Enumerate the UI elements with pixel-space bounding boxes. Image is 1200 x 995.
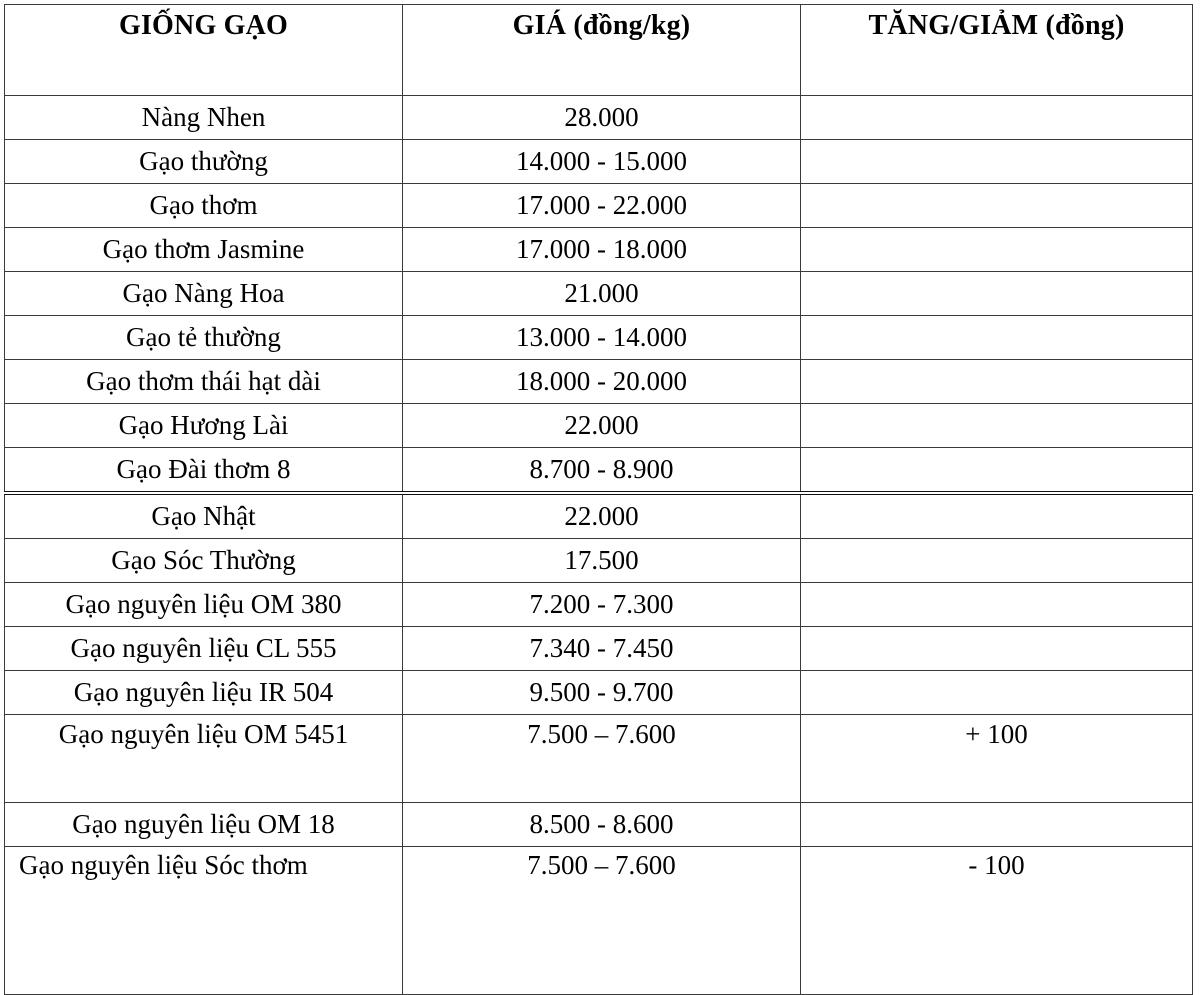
- variety-text: Gạo nguyên liệu Sóc thơm: [19, 850, 308, 880]
- table-row: [5, 715, 1193, 803]
- cell-price: [403, 627, 801, 671]
- variety-text: Gạo thơm Jasmine: [102, 234, 305, 265]
- table-row: [5, 316, 1193, 360]
- cell-change: [801, 627, 1193, 671]
- table-row: [5, 847, 1193, 995]
- table-row: [5, 96, 1193, 140]
- cell-price: [403, 96, 801, 140]
- table-row: [5, 671, 1193, 715]
- table-row: [5, 493, 1193, 539]
- cell-price: [403, 583, 801, 627]
- cell-change: [801, 316, 1193, 360]
- cell-variety: [5, 228, 403, 272]
- change-text: - 100: [968, 850, 1025, 880]
- table-row: [5, 404, 1193, 448]
- cell-variety: [5, 803, 403, 847]
- price-text: 18.000 - 20.000: [516, 366, 687, 397]
- column-header-change-label: TĂNG/GIẢM (đồng): [868, 10, 1125, 41]
- cell-price: [403, 847, 801, 995]
- variety-text: Gạo nguyên liệu IR 504: [73, 677, 334, 708]
- cell-change: [801, 847, 1193, 995]
- variety-text: Gạo thơm: [149, 190, 258, 221]
- variety-text: Gạo Nhật: [151, 501, 256, 532]
- price-text: 17.000 - 22.000: [516, 190, 687, 221]
- table-row: [5, 803, 1193, 847]
- price-text: 17.000 - 18.000: [516, 234, 687, 265]
- table-row: [5, 272, 1193, 316]
- table-row: [5, 140, 1193, 184]
- cell-price: [403, 228, 801, 272]
- variety-text: Gạo tẻ thường: [126, 322, 281, 353]
- table-row: [5, 360, 1193, 404]
- cell-price: [403, 493, 801, 539]
- cell-variety: [5, 184, 403, 228]
- price-text: 22.000: [564, 501, 639, 532]
- cell-variety: [5, 360, 403, 404]
- column-header-variety-label: GIỐNG GẠO: [118, 10, 289, 41]
- column-header-price: [403, 5, 801, 96]
- price-text: 13.000 - 14.000: [516, 322, 687, 353]
- table-row: [5, 583, 1193, 627]
- cell-variety: [5, 493, 403, 539]
- cell-variety: [5, 316, 403, 360]
- variety-text: Gạo Sóc Thường: [111, 545, 296, 576]
- header-row: [5, 5, 1193, 96]
- table-row: [5, 448, 1193, 494]
- variety-text: Gạo nguyên liệu OM 18: [72, 809, 335, 840]
- cell-change: [801, 184, 1193, 228]
- price-text: 14.000 - 15.000: [516, 146, 687, 177]
- cell-variety: [5, 539, 403, 583]
- table-row: [5, 184, 1193, 228]
- cell-variety: [5, 140, 403, 184]
- cell-price: [403, 184, 801, 228]
- cell-price: [403, 272, 801, 316]
- cell-change: [801, 493, 1193, 539]
- cell-price: [403, 671, 801, 715]
- table-header: [5, 5, 1193, 96]
- price-text: 22.000: [564, 410, 639, 441]
- cell-change: [801, 671, 1193, 715]
- variety-text: Gạo Nàng Hoa: [122, 278, 285, 309]
- cell-change: [801, 715, 1193, 803]
- price-text: 28.000: [564, 102, 639, 133]
- cell-change: [801, 803, 1193, 847]
- variety-text: Gạo nguyên liệu CL 555: [70, 633, 337, 664]
- cell-variety: [5, 404, 403, 448]
- column-header-variety: [5, 5, 403, 96]
- column-header-price-label: GIÁ (đồng/kg): [512, 10, 691, 41]
- cell-variety: [5, 96, 403, 140]
- cell-price: [403, 316, 801, 360]
- price-text: 9.500 - 9.700: [529, 677, 674, 708]
- table-row: [5, 228, 1193, 272]
- cell-price: [403, 803, 801, 847]
- table-row: [5, 539, 1193, 583]
- change-text: + 100: [965, 719, 1028, 749]
- cell-change: [801, 272, 1193, 316]
- cell-change: [801, 228, 1193, 272]
- table-row: [5, 627, 1193, 671]
- cell-price: [403, 448, 801, 494]
- price-text: 7.200 - 7.300: [529, 589, 674, 620]
- cell-variety: [5, 627, 403, 671]
- table-body: [5, 96, 1193, 995]
- cell-price: [403, 715, 801, 803]
- variety-text: Nàng Nhen: [141, 102, 266, 133]
- cell-variety: [5, 448, 403, 494]
- cell-price: [403, 539, 801, 583]
- variety-text: Gạo nguyên liệu OM 5451: [58, 719, 349, 749]
- cell-change: [801, 140, 1193, 184]
- variety-text: Gạo Đài thơm 8: [116, 454, 291, 485]
- cell-change: [801, 448, 1193, 494]
- rice-price-table-page: [0, 4, 1200, 939]
- price-text: 17.500: [564, 545, 639, 576]
- variety-text: Gạo nguyên liệu OM 380: [65, 589, 342, 620]
- cell-change: [801, 96, 1193, 140]
- cell-change: [801, 404, 1193, 448]
- cell-variety: [5, 583, 403, 627]
- price-text: 7.340 - 7.450: [529, 633, 674, 664]
- variety-text: Gạo thường: [139, 146, 268, 177]
- column-header-change: [801, 5, 1193, 96]
- cell-change: [801, 539, 1193, 583]
- variety-text: Gạo thơm thái hạt dài: [86, 366, 321, 397]
- price-text: 7.500 – 7.600: [527, 850, 676, 880]
- cell-price: [403, 360, 801, 404]
- cell-variety: [5, 847, 403, 995]
- variety-text: Gạo Hương Lài: [118, 410, 289, 441]
- cell-price: [403, 404, 801, 448]
- price-text: 21.000: [564, 278, 639, 309]
- cell-variety: [5, 671, 403, 715]
- cell-change: [801, 360, 1193, 404]
- price-text: 8.500 - 8.600: [529, 809, 674, 840]
- cell-variety: [5, 272, 403, 316]
- rice-price-table: [4, 4, 1193, 995]
- price-text: 8.700 - 8.900: [529, 454, 674, 485]
- cell-price: [403, 140, 801, 184]
- cell-change: [801, 583, 1193, 627]
- cell-variety: [5, 715, 403, 803]
- price-text: 7.500 – 7.600: [527, 719, 676, 749]
